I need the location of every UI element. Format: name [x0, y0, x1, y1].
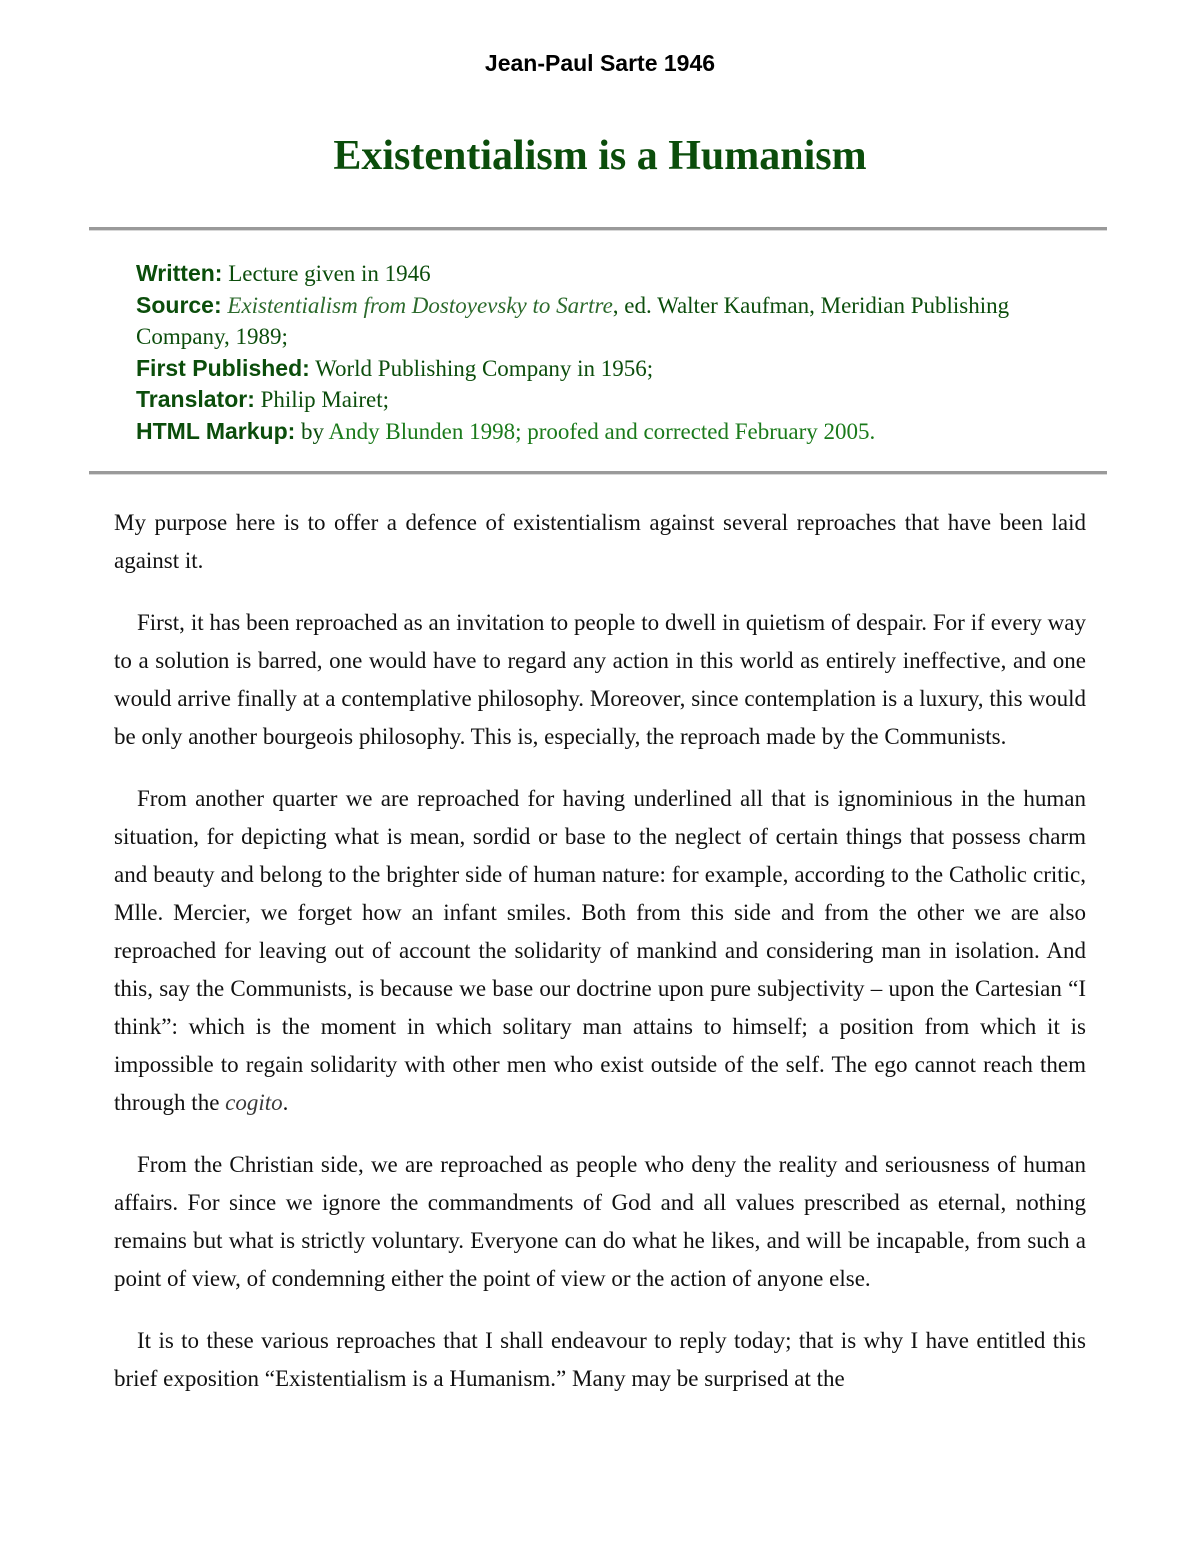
written-label: Written:	[136, 260, 223, 286]
info-block	[136, 258, 1036, 447]
paragraph-2: First, it has been reproached as an invitation to people to dwell in quietism of despair. For if every way to a solution is barred, one would have to regard any action in this world as entirely ineffective, and one would arrive finally at a contemplative philosophy. Moreover, since contemplation is a luxury, this would be only another bourgeois philosophy. This is, especially, the reproach made by the Communists.	[114, 610, 1086, 749]
author-heading: Jean-Paul Sarte 1946	[484, 50, 716, 76]
markup-author-link[interactable]: Andy Blunden	[328, 418, 464, 444]
markup-by: by	[301, 418, 325, 444]
article-body	[114, 504, 1086, 1422]
source-details: , ed. Walter Kaufman, Meridian Publishing Company, 1989;	[136, 292, 1010, 349]
cogito-term: cogito	[225, 1090, 283, 1115]
first-published-label: First Published:	[136, 354, 310, 381]
first-published-line	[136, 353, 1036, 385]
paragraph-3-text: From another quarter we are reproached for having underlined all that is ignominious in the human situation, for depicting what is mean, sordid or base to the neglect of certain things that possess charm and beauty and belong to the brighter side of human nature: for example, according to the Catholic critic, Mlle. Mercier, we forget how an infant smiles. Both from this side and from the other we are also reproached for leaving out of account the solidarity of mankind and considering man in isolation. And this, say the Communists, is because we base our doctrine upon pure subjectivity – upon the Cartesian “I think”: which is the moment in which solitary man attains to himself; a position from which it is impossible to regain solidarity with other men who exist outside of the self. The ego cannot reach them through the	[114, 786, 1086, 1115]
translator-value: Philip Mairet;	[260, 387, 390, 412]
paragraph-5: It is to these various reproaches that I shall endeavour to reply today; that is why I have entitled this brief exposition “Existentialism is a Humanism.” Many may be surprised at the	[114, 1328, 1086, 1391]
markup-line	[136, 416, 1036, 448]
paragraph-3-end: .	[282, 1090, 289, 1115]
translator-line	[136, 384, 1036, 416]
source-title: Existentialism from Dostoyevsky to Sartre	[227, 292, 613, 318]
bottom-divider	[89, 471, 1107, 475]
page-title: Existentialism is a Humanism	[333, 133, 867, 179]
top-divider	[89, 227, 1107, 231]
source-label: Source:	[136, 291, 222, 318]
written-value: Lecture given in 1946	[228, 261, 431, 286]
source-line	[136, 290, 1036, 353]
written-line	[136, 258, 1036, 290]
paragraph-1: My purpose here is to offer a defence of existentialism against several reproaches that have been laid against it.	[114, 510, 1086, 573]
paragraph-4: From the Christian side, we are reproached as people who deny the reality and seriousness of human affairs. For since we ignore the commandments of God and all values prescribed as eternal, nothing remains but what is strictly voluntary. Everyone can do what he likes, and will be incapable, from such a point of view, of condemning either the point of view or the action of anyone else.	[114, 1152, 1086, 1291]
markup-details: 1998; proofed and corrected February 2005.	[469, 418, 876, 444]
translator-label: Translator:	[136, 386, 255, 412]
markup-label: HTML Markup:	[136, 417, 296, 444]
first-published-value: World Publishing Company in 1956;	[315, 355, 654, 381]
paragraph-3	[114, 780, 1086, 1122]
